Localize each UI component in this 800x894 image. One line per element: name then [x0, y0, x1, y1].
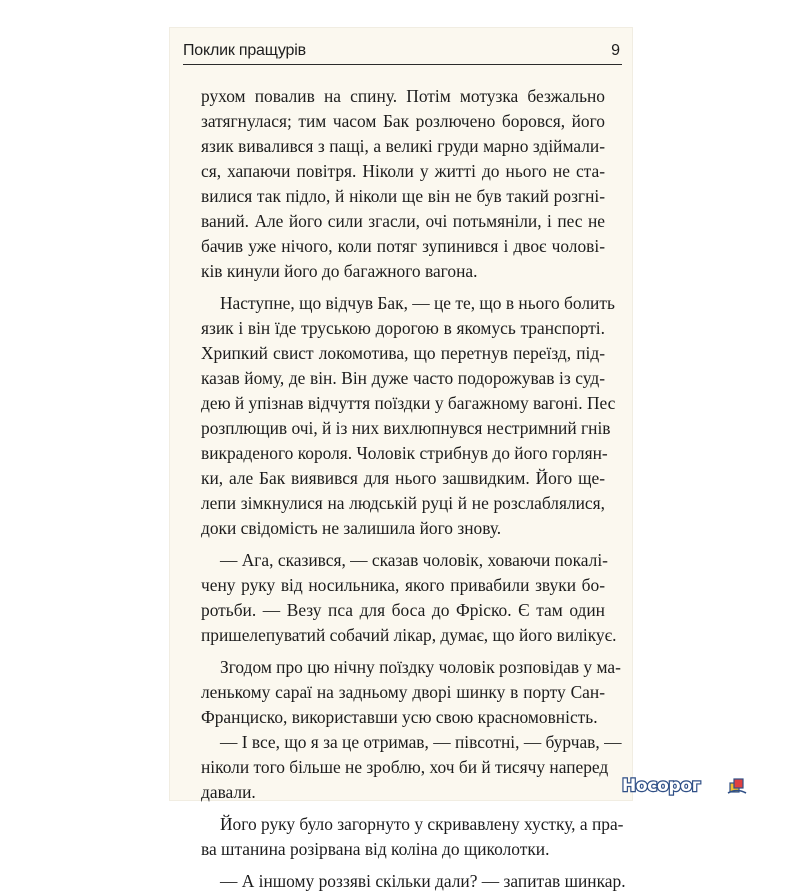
text-line: ків кинули його до багажного вагона. [201, 261, 478, 281]
text-line: бачив уже нічого, коли потяг зупинився і двоє чолові- [201, 236, 605, 256]
text-line: розплющив очі, й із них вихлюпнувся нестримний гнів [201, 418, 611, 438]
book-page [170, 28, 632, 891]
text-line: Хрипкий свист локомотива, що перетнув переїзд, під- [201, 343, 605, 363]
text-line: язик вивалився з пащі, а великі груди марно здіймали- [201, 136, 605, 156]
text-line: затягнулася; тим часом Бак розлючено боровся, його [201, 111, 605, 131]
text-line: — А іншому роззяві скільки дали? — запитав шинкар. [220, 871, 626, 891]
running-head [183, 38, 622, 65]
text-line: пришелепуватий собачий лікар, думає, що його вилікує. [201, 625, 617, 645]
text-line: ніколи того більше не зроблю, хоч би й тисячу наперед [201, 757, 609, 777]
body-text [201, 84, 626, 894]
text-line: ротьби. — Везу пса для боса до Фріско. Є там один [201, 600, 605, 620]
running-title: Поклик пращурів [183, 42, 306, 59]
text-line: рухом повалив на спину. Потім мотузка безжально [201, 86, 605, 106]
text-line: доки свідомість не залишила його знову. [201, 518, 502, 538]
watermark-text: Носорог [622, 776, 701, 796]
text-line: Згодом про цю нічну поїздку чоловік розповідав у ма- [220, 657, 621, 677]
text-line: ленькому сараї на задньому дворі шинку в порту Сан- [201, 682, 605, 702]
text-line: викраденого короля. Чоловік стрибнув до його горлян- [201, 443, 608, 463]
text-line: Франциско, використавши усю свою красномовність. [201, 707, 598, 727]
text-line: чену руку від носильника, якого привабили звуки бо- [201, 575, 605, 595]
text-line: — Ага, сказився, — сказав чоловік, ховаючи покалі- [220, 550, 608, 570]
text-line: лепи зімкнулися на людській руці й не розслаблялися, [201, 493, 605, 513]
text-line: — І все, що я за це отримав, — півсотні, — бурчав, — [220, 732, 622, 752]
text-line: ки, але Бак виявився для нього зашвидким. Його ще- [201, 468, 605, 488]
text-line: казав йому, де він. Він дуже часто подорожував із суд- [201, 368, 605, 388]
rhino-icon [726, 776, 748, 796]
text-line: Наступне, що відчув Бак, — це те, що в нього болить [220, 293, 615, 313]
page-number: 9 [611, 42, 620, 59]
text-line: язик і він їде труською дорогою в якомусь транспорті. [201, 318, 605, 338]
text-line: дею й упізнав відчуття поїздки у багажному вагоні. Пес [201, 393, 616, 413]
text-line: ваний. Але його сили згасли, очі потьмяніли, і пес не [201, 211, 605, 231]
text-line: Його руку було загорнуто у скривавлену хустку, а пра- [220, 814, 624, 834]
watermark-logo [622, 774, 800, 798]
text-line: ся, хапаючи повітря. Ніколи у житті до нього не ста- [201, 161, 605, 181]
text-line: давали. [201, 782, 256, 802]
text-line: ва штанина розірвана від коліна до щиколотки. [201, 839, 550, 859]
text-line: вилися так підло, й ніколи ще він не був такий розгні- [201, 186, 605, 206]
